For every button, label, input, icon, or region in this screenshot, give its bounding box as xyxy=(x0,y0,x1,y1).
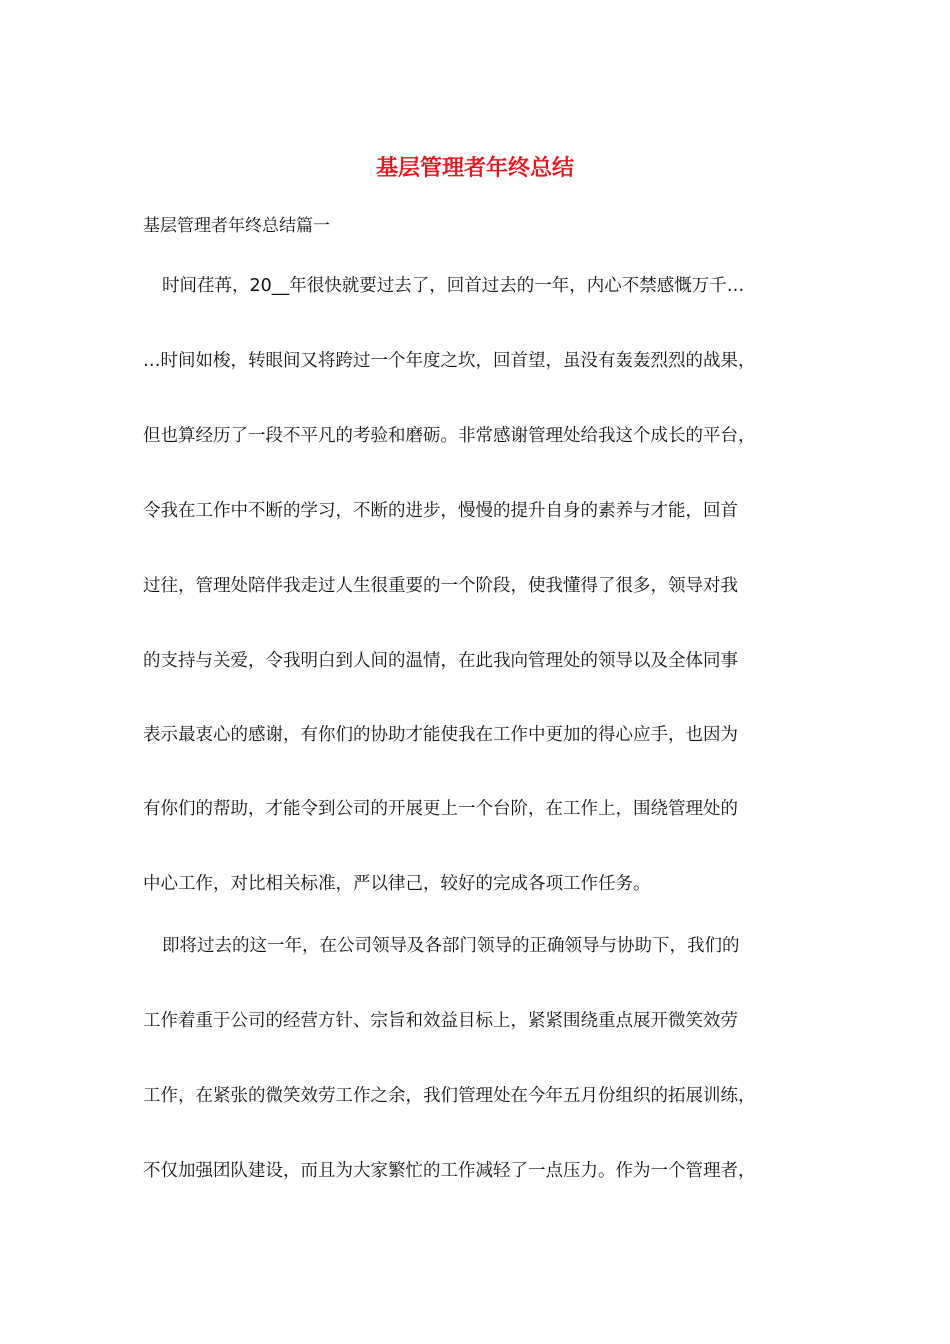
section-heading: 基层管理者年终总结篇一 xyxy=(143,216,330,236)
paragraph-line: 但也算经历了一段不平凡的考验和磨砺。非常感谢管理处给我这个成长的平台， xyxy=(143,426,756,446)
paragraph-line: 中心工作，对比相关标准，严以律己，较好的完成各项工作任务。 xyxy=(143,874,651,894)
paragraph-line: 工作，在紧张的微笑效劳工作之余，我们管理处在今年五月份组织的拓展训练， xyxy=(143,1086,756,1106)
paragraph-line: …时间如梭，转眼间又将跨过一个年度之坎，回首望，虽没有轰轰烈烈的战果， xyxy=(143,351,756,371)
paragraph-line: 令我在工作中不断的学习，不断的进步，慢慢的提升自身的素养与才能，回首 xyxy=(143,501,738,521)
paragraph-line: 有你们的帮助，才能令到公司的开展更上一个台阶，在工作上，围绕管理处的 xyxy=(143,799,738,819)
paragraph-line: 工作着重于公司的经营方针、宗旨和效益目标上，紧紧围绕重点展开微笑效劳 xyxy=(143,1011,738,1031)
document-title: 基层管理者年终总结 xyxy=(375,155,574,181)
paragraph-line: 的支持与关爱，令我明白到人间的温情，在此我向管理处的领导以及全体同事 xyxy=(143,651,738,671)
paragraph-line: 时间荏苒，20__年很快就要过去了，回首过去的一年，内心不禁感慨万千… xyxy=(162,276,745,296)
paragraph-line: 过往，管理处陪伴我走过人生很重要的一个阶段，使我懂得了很多，领导对我 xyxy=(143,576,738,596)
paragraph-line: 即将过去的这一年，在公司领导及各部门领导的正确领导与协助下，我们的 xyxy=(162,936,740,956)
paragraph-line: 表示最衷心的感谢，有你们的协助才能使我在工作中更加的得心应手，也因为 xyxy=(143,725,738,745)
paragraph-line: 不仅加强团队建设，而且为大家繁忙的工作减轻了一点压力。作为一个管理者， xyxy=(143,1161,756,1181)
